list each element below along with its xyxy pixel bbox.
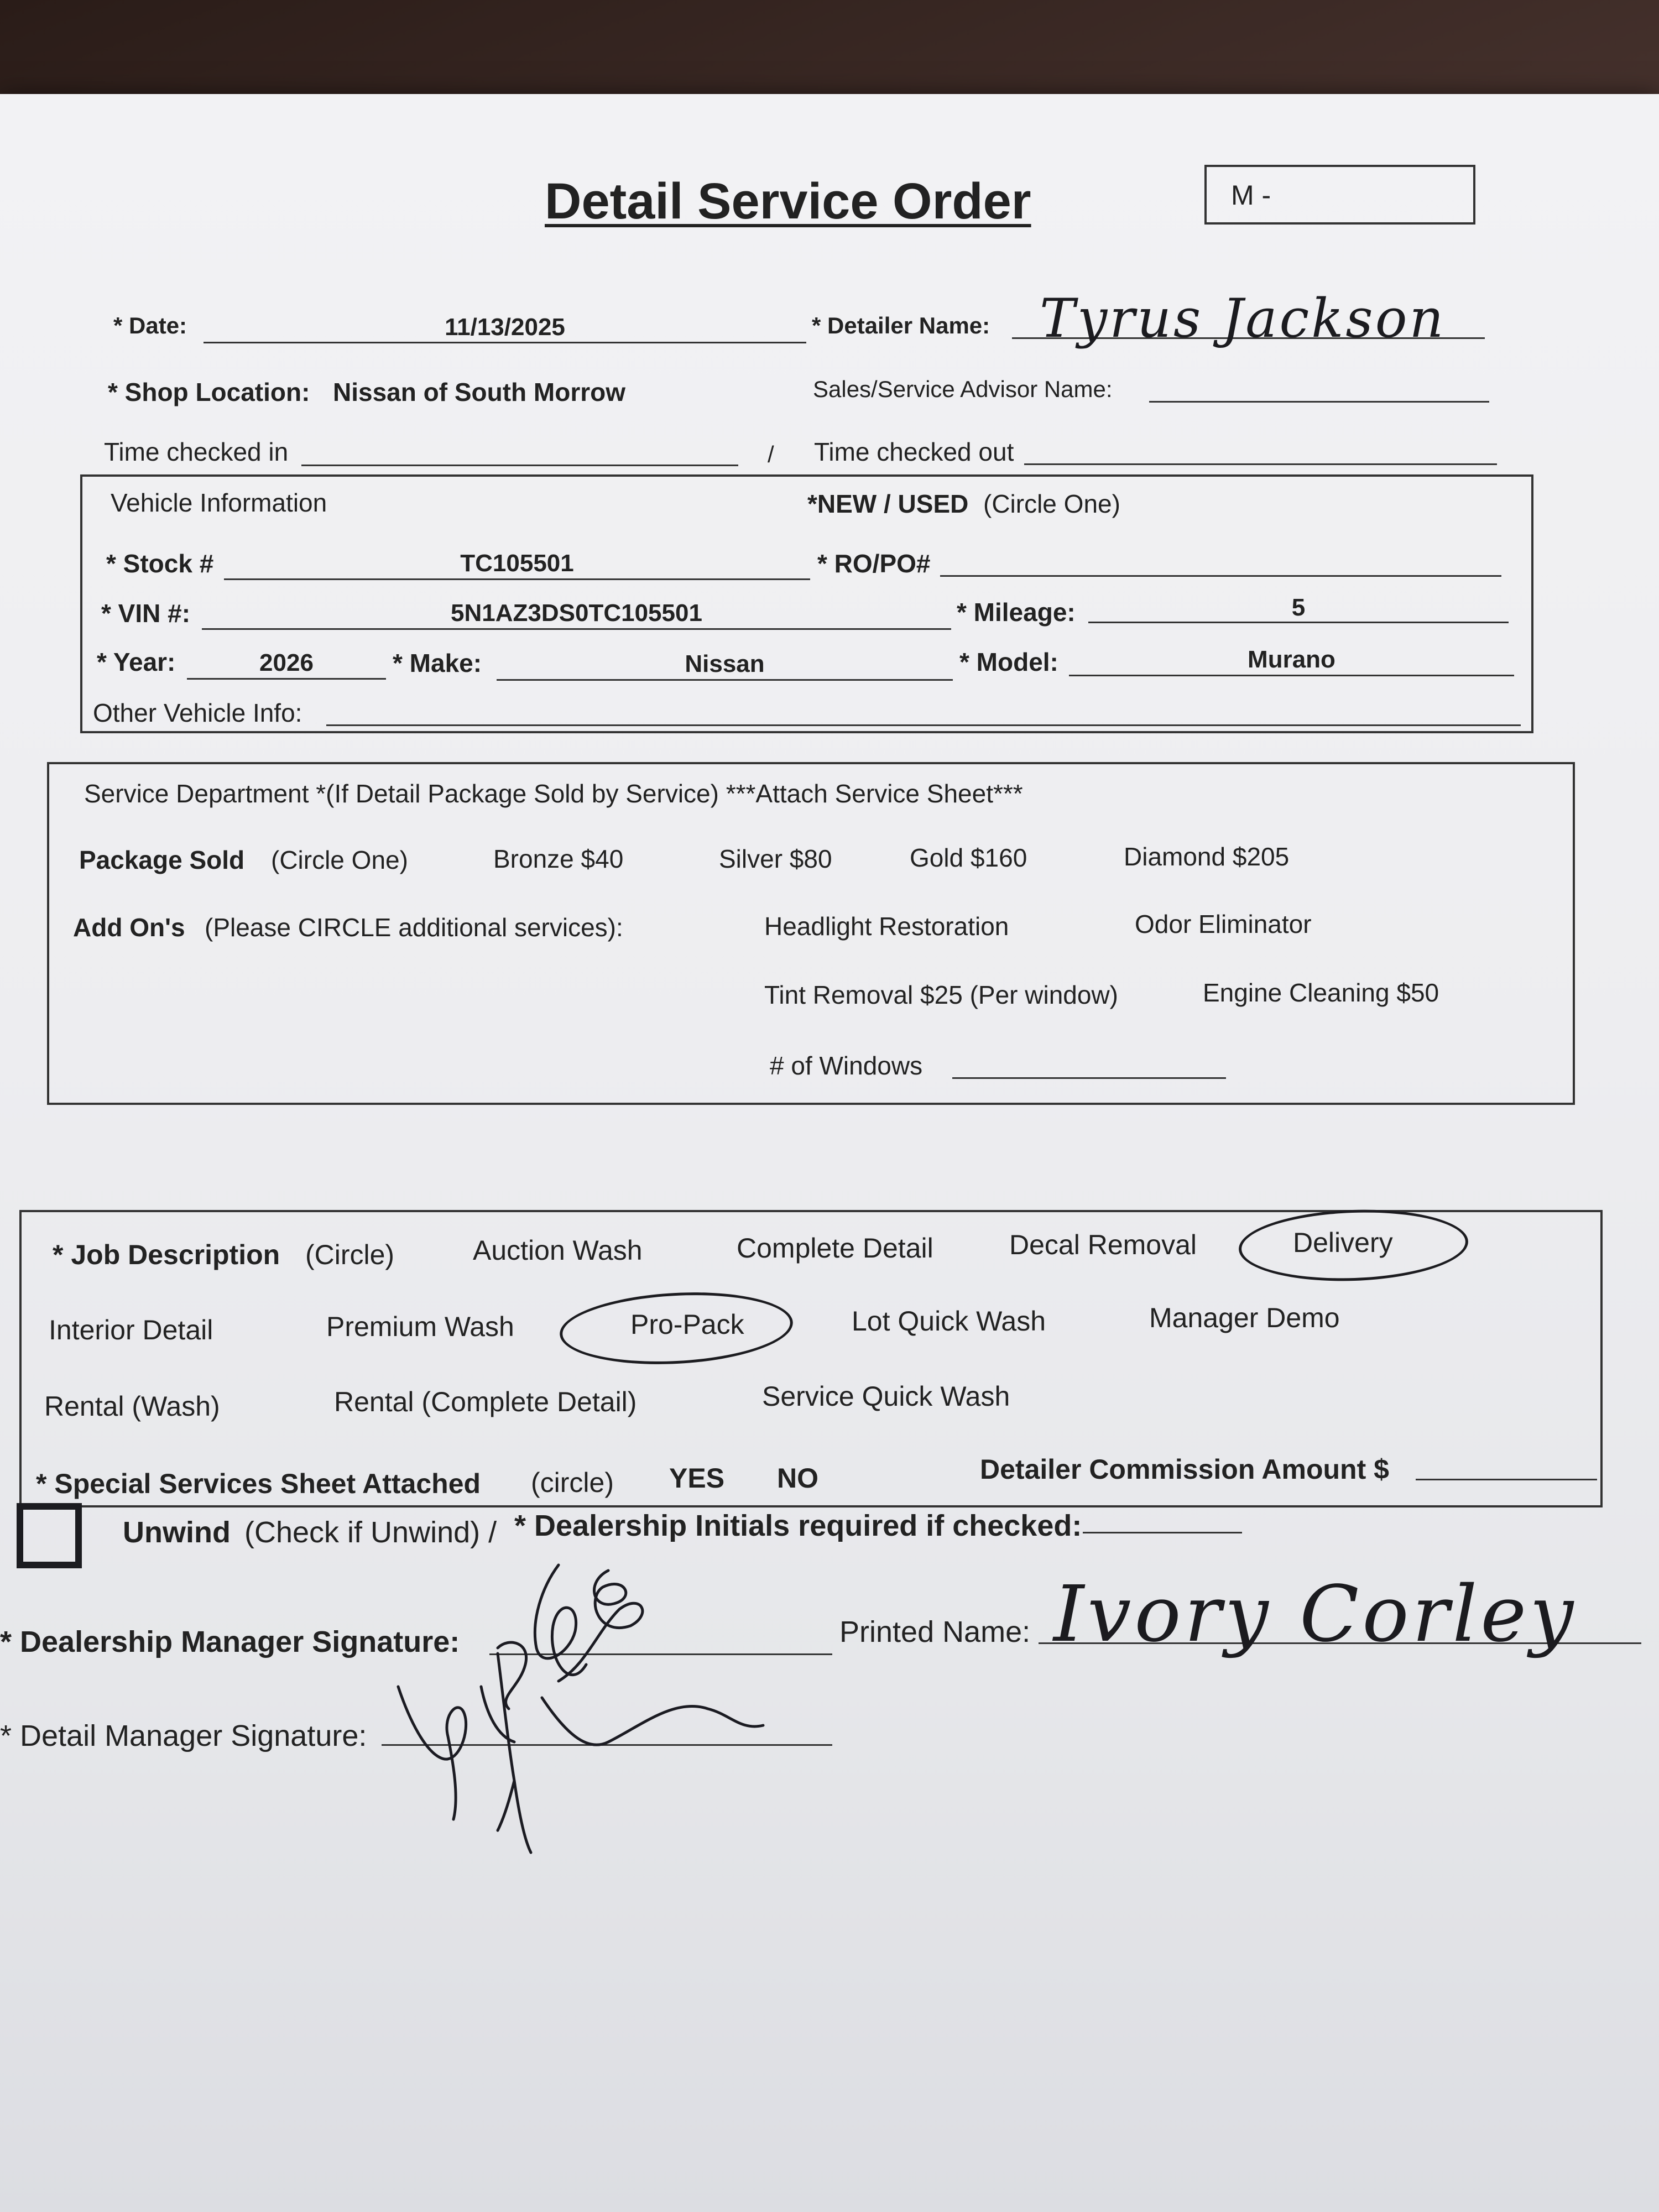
new-used-hint: (Circle One) xyxy=(983,489,1120,518)
special-services-yes: YES xyxy=(669,1463,725,1494)
windows-count-line xyxy=(952,1077,1226,1079)
stock-line xyxy=(224,578,810,580)
time-in-line xyxy=(301,465,738,466)
package-sold-label: Package Sold xyxy=(79,846,245,874)
job-premium-wash: Premium Wash xyxy=(326,1311,514,1342)
date-label: * Date: xyxy=(113,312,187,338)
job-interior-detail: Interior Detail xyxy=(49,1314,213,1345)
commission-label: Detailer Commission Amount $ xyxy=(980,1454,1389,1485)
model-label: * Model: xyxy=(959,648,1058,676)
package-diamond: Diamond $205 xyxy=(1124,842,1290,871)
job-description-hint: (Circle) xyxy=(305,1239,395,1270)
vin-value: 5N1AZ3DS0TC105501 xyxy=(451,599,702,627)
year-line xyxy=(187,678,386,680)
job-service-quick-wash: Service Quick Wash xyxy=(762,1381,1010,1412)
make-value: Nissan xyxy=(685,650,765,677)
new-used-label: *NEW / USED xyxy=(807,489,969,518)
windows-count-label: # of Windows xyxy=(770,1051,923,1080)
stock-value: TC105501 xyxy=(460,550,574,577)
unwind-hint: (Check if Unwind) / xyxy=(244,1516,497,1549)
model-value: Murano xyxy=(1248,646,1335,673)
time-out-line xyxy=(1024,463,1497,465)
package-sold-hint: (Circle One) xyxy=(271,846,408,874)
other-vehicle-info-line xyxy=(326,724,1521,726)
advisor-name-line xyxy=(1149,401,1489,403)
ro-po-line xyxy=(940,575,1501,577)
job-manager-demo: Manager Demo xyxy=(1149,1302,1340,1333)
job-rental-wash: Rental (Wash) xyxy=(44,1391,220,1422)
job-auction-wash: Auction Wash xyxy=(473,1235,643,1266)
time-out-label: Time checked out xyxy=(814,437,1014,466)
model-line xyxy=(1069,675,1514,676)
addons-label: Add On's xyxy=(73,913,185,942)
detail-manager-signature xyxy=(376,1620,807,1864)
dealership-initials-line xyxy=(1083,1532,1242,1533)
unwind-checkbox[interactable] xyxy=(17,1503,82,1568)
job-complete-detail: Complete Detail xyxy=(737,1233,933,1264)
package-bronze: Bronze $40 xyxy=(493,844,624,873)
addon-odor-eliminator: Odor Eliminator xyxy=(1135,910,1312,938)
m-number-label: M - xyxy=(1231,180,1271,211)
date-line xyxy=(204,342,806,343)
printed-name-value: Ivory Corley xyxy=(1053,1569,1577,1660)
year-value: 2026 xyxy=(259,649,314,676)
unwind-label: Unwind xyxy=(123,1516,231,1549)
time-slash: / xyxy=(768,441,774,467)
special-services-hint: (circle) xyxy=(531,1467,614,1498)
vin-line xyxy=(202,628,951,630)
special-services-label: * Special Services Sheet Attached xyxy=(36,1468,481,1499)
m-number-box xyxy=(1204,165,1475,225)
job-description-label: * Job Description xyxy=(53,1239,280,1270)
make-label: * Make: xyxy=(393,649,482,677)
shop-location-value: Nissan of South Morrow xyxy=(333,378,625,406)
addon-headlight-restoration: Headlight Restoration xyxy=(764,912,1009,941)
detailer-name-value: Tyrus Jackson xyxy=(1040,288,1446,349)
vehicle-info-label: Vehicle Information xyxy=(111,488,327,517)
special-services-no: NO xyxy=(777,1463,818,1494)
addon-engine-cleaning: Engine Cleaning $50 xyxy=(1203,978,1439,1007)
other-vehicle-info-label: Other Vehicle Info: xyxy=(93,698,302,727)
mileage-line xyxy=(1088,622,1509,623)
year-label: * Year: xyxy=(97,648,176,676)
stock-label: * Stock # xyxy=(106,549,214,578)
printed-name-label: Printed Name: xyxy=(839,1615,1031,1648)
package-silver: Silver $80 xyxy=(719,844,832,873)
detailer-name-label: * Detailer Name: xyxy=(812,312,990,338)
ro-po-label: * RO/PO# xyxy=(817,549,931,578)
job-pro-pack: Pro-Pack xyxy=(630,1309,744,1340)
vin-label: * VIN #: xyxy=(101,599,191,628)
package-gold: Gold $160 xyxy=(910,843,1027,872)
advisor-name-label: Sales/Service Advisor Name: xyxy=(813,376,1113,402)
job-delivery: Delivery xyxy=(1293,1227,1393,1258)
job-decal-removal: Decal Removal xyxy=(1009,1229,1197,1260)
job-rental-complete-detail: Rental (Complete Detail) xyxy=(334,1386,637,1417)
mileage-label: * Mileage: xyxy=(957,598,1076,627)
mileage-value: 5 xyxy=(1291,594,1306,621)
make-line xyxy=(497,679,953,681)
commission-line xyxy=(1416,1479,1597,1480)
dealership-initials-label: * Dealership Initials required if checked: xyxy=(514,1509,1082,1542)
service-order-sheet xyxy=(0,94,1659,2212)
dealership-manager-signature-label: * Dealership Manager Signature: xyxy=(0,1625,460,1658)
job-lot-quick-wash: Lot Quick Wash xyxy=(852,1306,1046,1337)
form-title: Detail Service Order xyxy=(545,173,1031,229)
date-value: 11/13/2025 xyxy=(445,314,565,341)
addons-hint: (Please CIRCLE additional services): xyxy=(205,913,623,942)
service-header: Service Department *(If Detail Package Sold by Service) ***Attach Service Sheet*** xyxy=(84,779,1023,808)
time-in-label: Time checked in xyxy=(104,437,289,466)
detail-manager-signature-label: * Detail Manager Signature: xyxy=(0,1719,367,1752)
shop-location-label: * Shop Location: xyxy=(108,378,310,406)
addon-tint-removal: Tint Removal $25 (Per window) xyxy=(764,980,1118,1009)
